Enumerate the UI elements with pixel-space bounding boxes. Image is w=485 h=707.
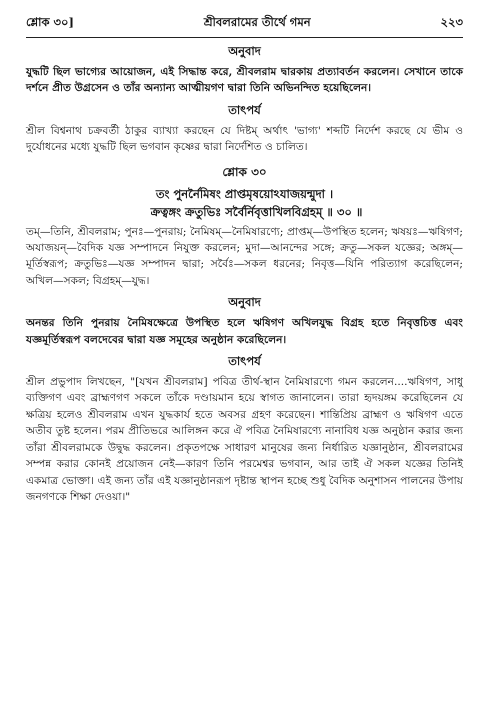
verse-line-2: ক্রত্বঙ্গং ক্রতুভিঃ সর্বৈর্নিবৃত্তাখিলবিগ্রহম্ ॥ ৩০ ॥ [150,204,363,219]
header-page-number: ২২৩ [440,15,463,29]
translation-heading: অনুবাদ [228,44,261,58]
purport-heading-2: তাৎপর্য [228,354,261,369]
translation-text: যুদ্ধটি ছিল ভাগ্যের আয়োজন, এই সিদ্ধান্ত করে, শ্রীবলরাম দ্বারকায় প্রত্যাবর্তন করলেন। সেখানে তাকে দর্শনে প্রীত উগ্রসেন ও তাঁর অন্যান্য আত্মীয়গণ দ্বারা তিনি অভিনন্দিত হয়েছিলেন। [26,66,463,95]
running-header [26,14,463,38]
translation-text-2: অনন্তর তিনি পুনরায় নৈমিষক্ষেত্রে উপস্থিত হলে ঋষিগণ অখিলযুদ্ধ বিগ্রহ হতে নিবৃত্তচিত্ত এবং যজ্ঞমূর্তিস্বরূপ বলদেবের দ্বারা যজ্ঞ সমূহের অনুষ্ঠান করেছিলেন। [26,317,463,346]
purport-heading: তাৎপর্য [228,102,261,117]
purport-text-2: শ্রীল প্রভুপাদ লিখছেন, "[যখন শ্রীবলরাম] পবিত্র তীর্থ-স্থান নৈমিষারণ্যে গমন করলেন....ঋষিগণ, সাধু ব্যক্তিগণ এবং ব্রাহ্মণগণ সকলে তাঁকে দণ্ডায়মান হয়ে স্বাগত জানালেন। তারা হৃদয়ঙ্গম করেছিলেন যে ক্ষত্রিয় হলেও শ্রীবলরাম এখন যুদ্ধকার্য হতে অবসর গ্রহণ করেছেন। শান্তিপ্রিয় ব্রাহ্মণ ও ঋষিগণ এতে অতীব তুষ্ট হলেন। পরম প্রীতিভরে আলিঙ্গন করে ঐ পবিত্র নৈমিষারণ্যে নানাবিধ যজ্ঞ অনুষ্ঠান করার জন্য তাঁরা শ্রীবলরামকে উদ্বুদ্ধ করলেন। প্রকৃতপক্ষে সাধারণ মানুষের জন্য নির্ধারিত যজ্ঞানুষ্ঠান, শ্রীবলরামের সম্পন্ন করার কোনই প্রয়োজন নেই—কারণ তিনি পরমেশ্বর ভগবান, আর তাই ঐ সকল যজ্ঞের তিনিই একমাত্র ভোক্তা। এই জন্য তাঁর এই যজ্ঞানুষ্ঠানরূপ দৃষ্টান্ত স্থাপন হচ্ছে শুধু বৈদিক অনুশাসন পালনের উপায় জনগণকে শিক্ষা দেওয়া।" [26,376,463,503]
translation-heading-2: অনুবাদ [228,295,261,310]
header-verse-ref: শ্লোক ৩০] [26,15,74,29]
verse-line-1: তং পুনর্নৈমিষং প্রাপ্তমৃষয়োঽযাজয়ন্মুদা । [155,186,334,201]
header-chapter-title: শ্রীবলরামের তীর্থে গমন [203,15,311,29]
purport-text: শ্রীল বিশ্বনাথ চক্রবর্তী ঠাকুর ব্যাখ্যা করছেন যে দিষ্টম্ অর্থাৎ 'ভাগ্য' শব্দটি নির্দেশ করছে যে ভীম ও দুর্যোধনের মধ্যে যুদ্ধটি ছিল ভগবান কৃষ্ণের দ্বারা নির্দেশিত ও চালিত। [26,124,463,154]
verse-title: শ্লোক ৩০ [222,164,267,179]
word-synonyms: তম্—তিনি, শ্রীবলরাম; পুনঃ—পুনরায়; নৈমিষম্—নৈমিষারণ্যে; প্রাপ্তম্—উপস্থিত হলেন; ঋষয়ঃ—ঋষিগণ; অযাজয়ন্—বৈদিক যজ্ঞ সম্পাদনে নিযুক্ত করলেন; মুদা—আনন্দের সঙ্গে; ক্রতু—সকল যজ্ঞের; অঙ্গম্—মূর্তিস্বরূপ; ক্রতুভিঃ—যজ্ঞ সম্পাদন দ্বারা; সর্বৈঃ—সকল ধরনের; নিবৃত্ত—যিনি পরিত্যাগ করেছিলেন; অখিল—সকল; বিগ্রহম্—যুদ্ধ। [26,225,463,287]
